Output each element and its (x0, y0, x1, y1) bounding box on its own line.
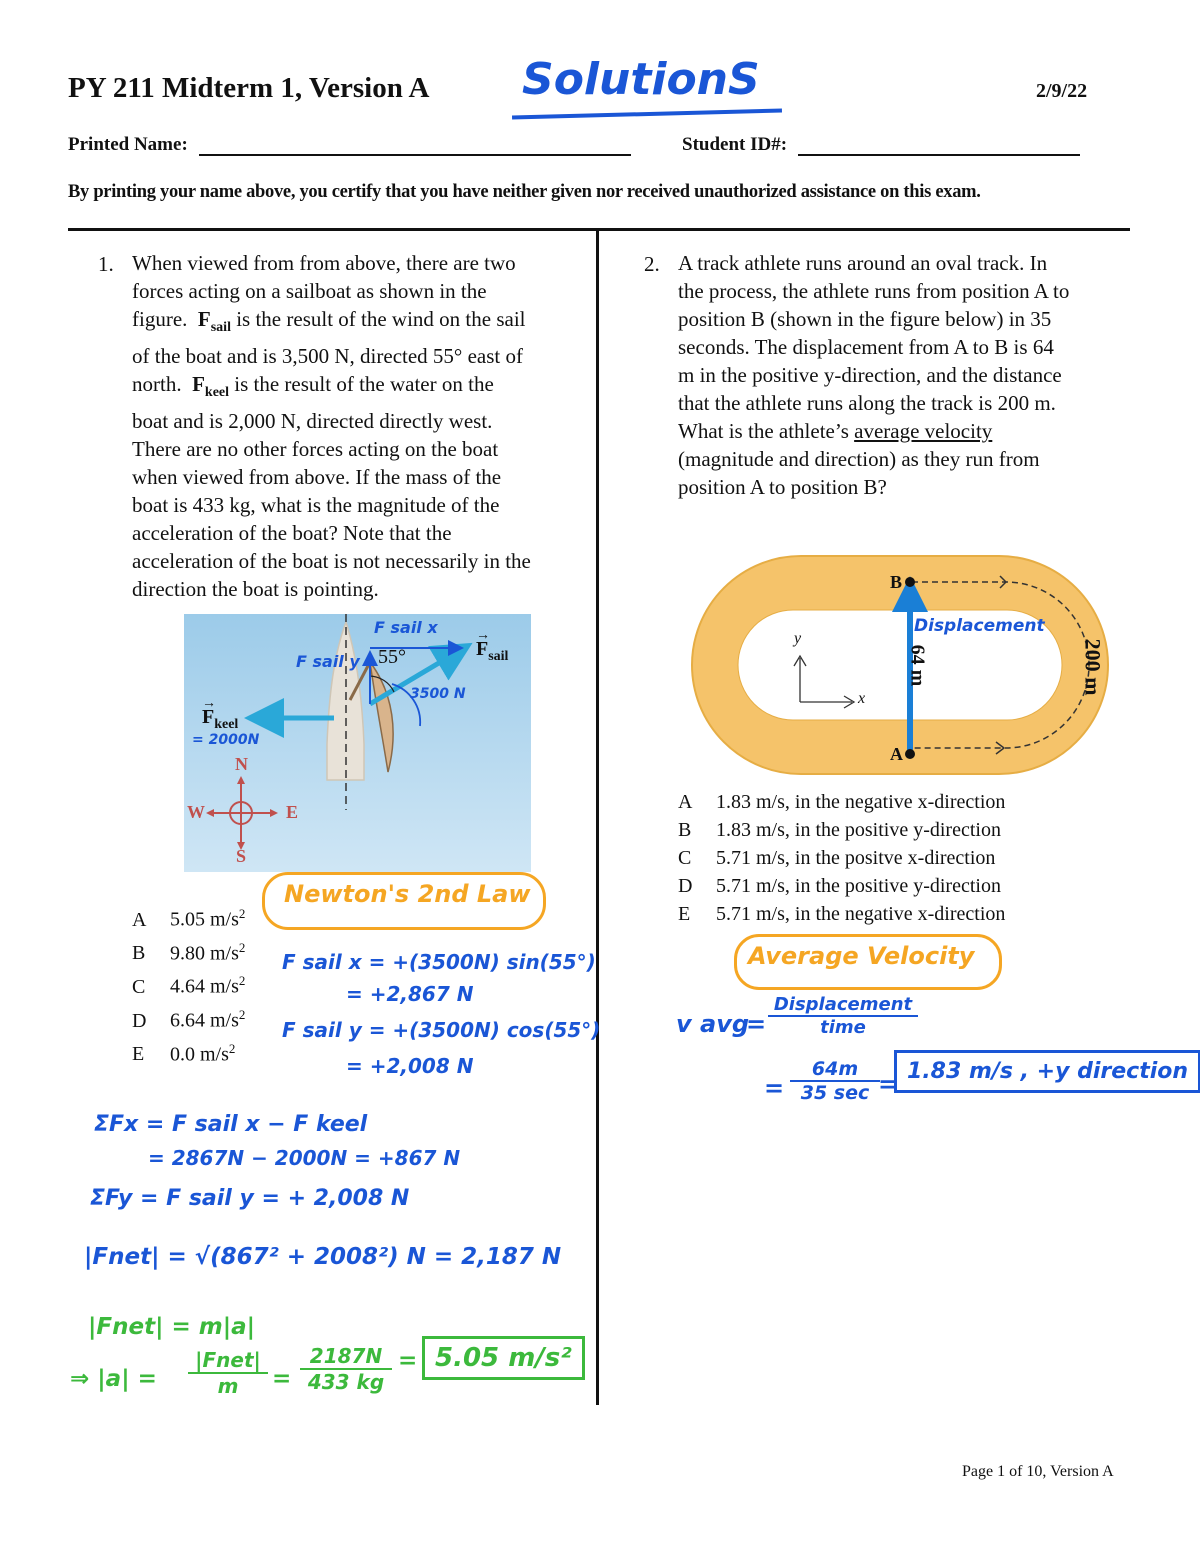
sailboat-figure (184, 614, 531, 872)
column-divider (596, 230, 599, 1405)
page-footer: Page 1 of 10, Version A (962, 1463, 1114, 1480)
work-fsaily-value: = +2,008 N (346, 1054, 474, 1078)
point-b-label: B (890, 572, 903, 592)
vavg-frac-den: time (820, 1017, 866, 1038)
q1-line: When viewed from from above, there are two (132, 251, 516, 275)
q1-choice[interactable]: C 4.64 $m/s^2$ (132, 973, 246, 998)
work-fsailx-value: = +2,867 N (346, 982, 474, 1006)
exam-date: 2/9/22 (1036, 80, 1088, 102)
fkeel-label: $F_{keel}$ (202, 706, 239, 732)
q1-text (132, 249, 582, 603)
hand-fsailx: F sail x (374, 618, 438, 637)
x-axis-label: x (858, 690, 866, 707)
y-axis-label: y (794, 630, 802, 647)
work-fsaily: F sail y = +(3500N) cos(55°) (282, 1018, 601, 1042)
student-id-row (682, 134, 1080, 156)
fsail-vector-mark: → (476, 628, 490, 643)
work-eq-sign: = (398, 1348, 418, 1374)
track-figure (690, 554, 1110, 776)
newton-law-label: Newton's 2nd Law (284, 880, 531, 908)
displacement-label: 64 m (906, 644, 929, 687)
q2-number: 2. (644, 252, 660, 276)
distance-label: 200 m (1080, 638, 1106, 696)
q1-choice[interactable]: E 0.0 $m/s^2$ (132, 1040, 236, 1066)
header-divider (68, 228, 1130, 231)
q1-line: north. $F_{keel}$ is the result of the water on the (132, 372, 494, 401)
solutions-handwritten: SolutionS (522, 54, 760, 105)
work-vavg-frac2 (790, 1058, 880, 1104)
certification-statement: By printing your name above, you certify that you have neither given nor received unauthorized assistance on this exam. (68, 182, 981, 202)
compass-e-label: E (286, 802, 299, 822)
work-sum-x: ΣFx = F sail x − F keel (94, 1112, 368, 1137)
q1-answer-box: 5.05 m/s² (422, 1336, 585, 1380)
student-id-field[interactable] (798, 134, 1080, 156)
q2-choice[interactable]: B 1.83 m/s, in the positive y-direction (678, 819, 1001, 841)
compass-n-label: N (235, 754, 248, 774)
work-eq-sign: = (272, 1366, 292, 1392)
vavg-frac2-den: 35 sec (800, 1082, 870, 1104)
q2-line: that the athlete runs along the track is 200 m. (678, 391, 1056, 415)
q2-line: m in the positive y-direction, and the distance (678, 363, 1062, 387)
q2-line: the process, the athlete runs from position A to (678, 279, 1070, 303)
q2-choice[interactable]: E 5.71 m/s, in the negative x-direction (678, 903, 1006, 925)
hand-fsaily: F sail y (296, 652, 360, 671)
work-fsailx: F sail x = +(3500N) sin(55°) (282, 950, 596, 974)
q2-answer-box: 1.83 m/s , +y direction (894, 1050, 1200, 1093)
hand-displacement: Displacement (914, 616, 1045, 636)
q1-line: forces acting on a sailboat as shown in the (132, 279, 487, 303)
q2-choice[interactable]: C 5.71 m/s, in the positve x-direction (678, 847, 996, 869)
work-eq-sign: = (746, 1010, 767, 1038)
q1-line: There are no other forces acting on the boat (132, 437, 499, 462)
work-frac1 (188, 1348, 268, 1398)
hand-3500: 3500 N (410, 686, 466, 702)
q2-line: A track athlete runs around an oval track. In (678, 251, 1048, 275)
point-b-dot (905, 577, 915, 587)
q1-line: acceleration of the boat is not necessarily in the (132, 549, 531, 574)
frac1-num: |Fnet| (188, 1348, 268, 1374)
q2-line: What is the athlete’s average velocity (678, 419, 993, 443)
frac1-den: m (217, 1374, 239, 1398)
q1-line: figure. $F_{sail}$ is the result of the wind on the sail (132, 307, 526, 336)
work-eq-sign: = (764, 1074, 785, 1102)
q1-choice[interactable]: A 5.05 $m/s^2$ (132, 906, 246, 931)
q2-choice[interactable]: A 1.83 m/s, in the negative x-direction (678, 791, 1006, 813)
point-a-label: A (890, 744, 903, 764)
solutions-underline (512, 108, 782, 119)
q2-line: (magnitude and direction) as they run from (678, 447, 1040, 471)
q2-text (678, 249, 1128, 501)
avg-velocity-label: Average Velocity (748, 942, 975, 970)
q1-line: of the boat and is 3,500 N, directed 55° east of (132, 344, 523, 369)
q1-line: acceleration of the boat? Note that the (132, 521, 452, 546)
printed-name-field[interactable] (199, 134, 631, 156)
q1-line: boat and is 2,000 N, directed directly west. (132, 409, 493, 434)
work-sum-x-value: = 2867N − 2000N = +867 N (148, 1146, 461, 1170)
work-a-lhs: ⇒ |a| = (70, 1366, 157, 1392)
printed-name-row (68, 134, 631, 156)
work-eq-sign: = (878, 1070, 899, 1098)
fkeel-vector-mark: → (202, 696, 216, 711)
vavg-frac-num: Displacement (768, 994, 918, 1017)
q1-choice[interactable]: D 6.64 $m/s^2$ (132, 1006, 246, 1032)
work-newton: |Fnet| = m|a| (88, 1314, 256, 1340)
work-fnet: |Fnet| = √(867² + 2008²) N = 2,187 N (84, 1244, 562, 1270)
q2-line: seconds. The displacement from A to B is 64 (678, 335, 1054, 359)
work-vavg-frac (768, 994, 918, 1038)
q2-line: position B (shown in the figure below) in 35 (678, 307, 1052, 331)
work-sum-y: ΣFy = F sail y = + 2,008 N (90, 1186, 410, 1211)
q1-number: 1. (98, 252, 114, 276)
q1-choice[interactable]: B 9.80 $m/s^2$ (132, 939, 246, 965)
fsail-label: $F_{sail}$ (476, 638, 509, 664)
hand-2000: = 2000N (192, 732, 260, 748)
q1-line: boat is 433 kg, what is the magnitude of the (132, 493, 500, 518)
q1-line: direction the boat is pointing. (132, 577, 379, 602)
q1-choices (132, 900, 245, 1068)
q1-line: when viewed from above. If the mass of the (132, 465, 502, 490)
q2-choices (678, 788, 1005, 928)
exam-title: PY 211 Midterm 1, Version A (68, 72, 430, 104)
work-frac2 (300, 1344, 392, 1394)
angle-label: 55° (378, 646, 406, 668)
compass-w-label: W (187, 802, 205, 822)
q2-line: position A to position B? (678, 475, 887, 499)
frac2-den: 433 kg (307, 1370, 385, 1394)
compass-s-label: S (236, 846, 247, 866)
frac2-num: 2187N (300, 1344, 392, 1370)
vavg-frac2-num: 64m (790, 1058, 880, 1082)
q2-choice[interactable]: D 5.71 m/s, in the positive y-direction (678, 875, 1001, 897)
work-vavg: v avg (676, 1010, 750, 1038)
point-a-dot (905, 749, 915, 759)
student-id-label: Student ID#: (682, 134, 788, 155)
printed-name-label: Printed Name: (68, 134, 188, 155)
